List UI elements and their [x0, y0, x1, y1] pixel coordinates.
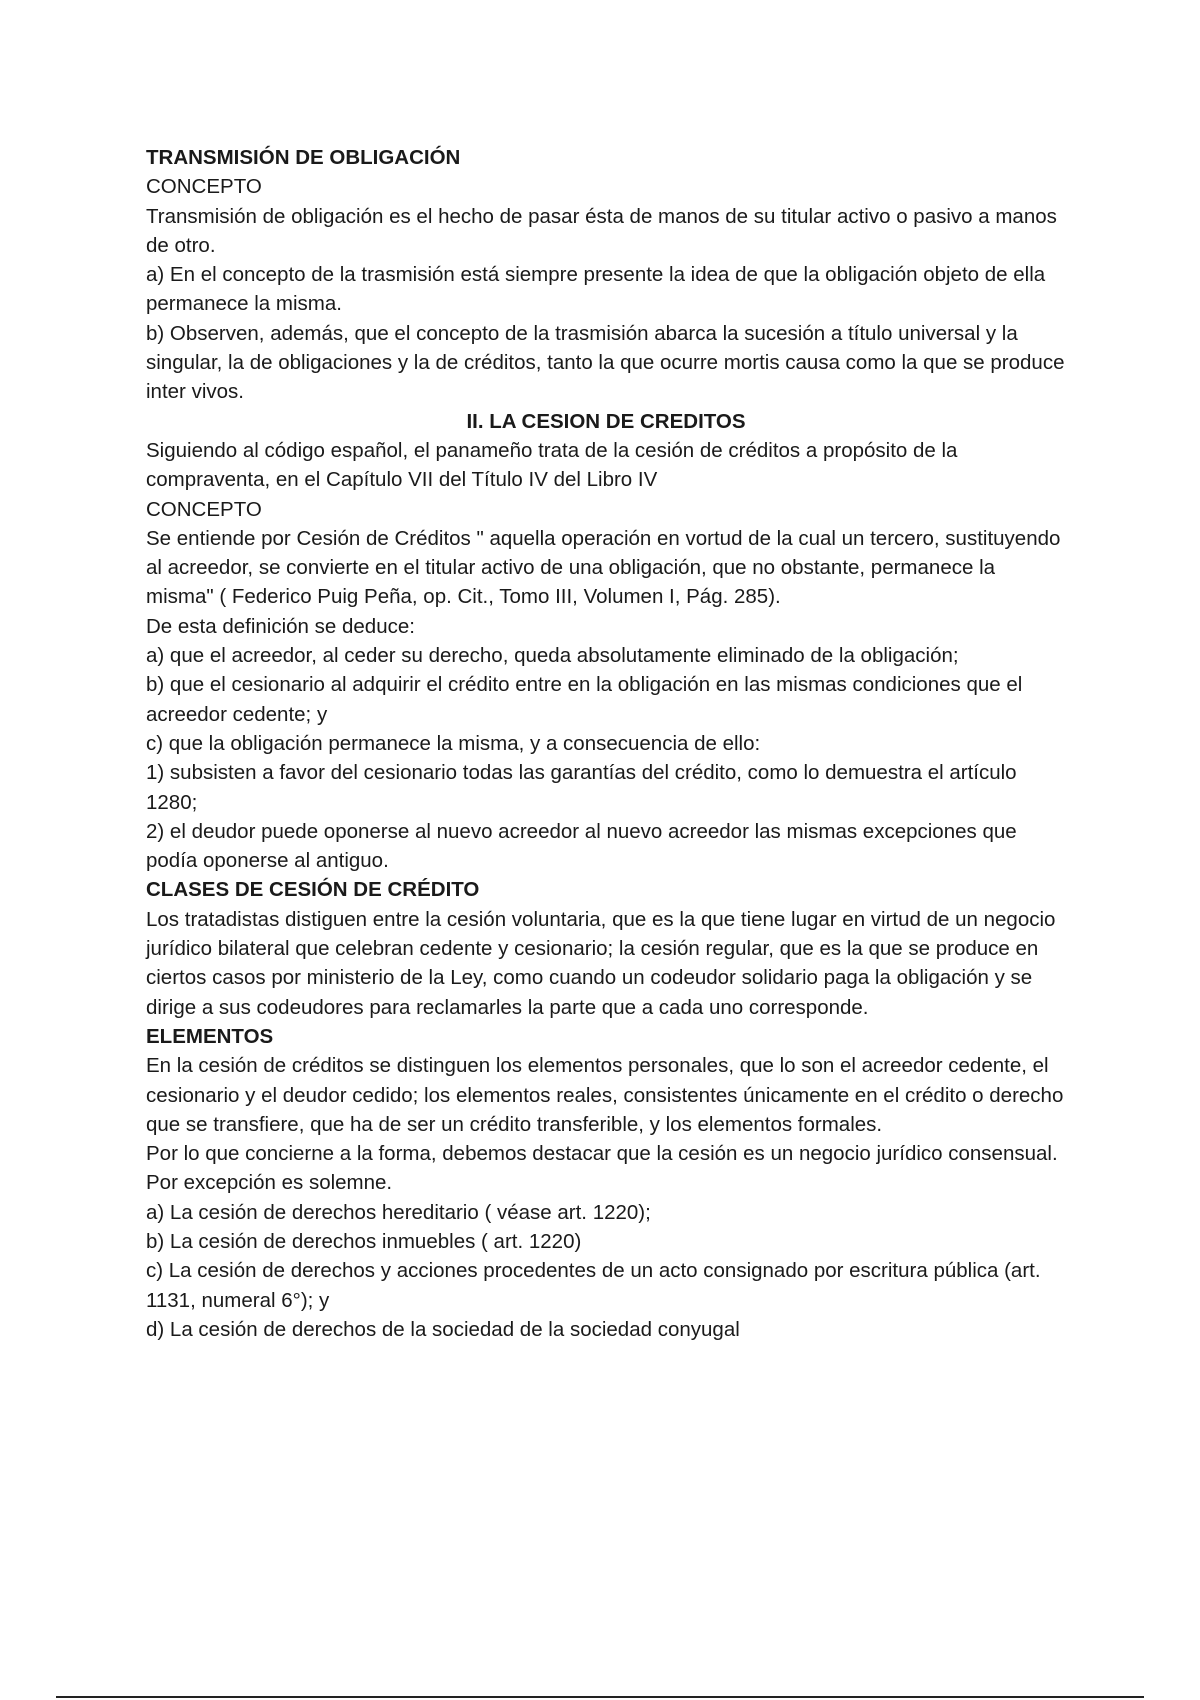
paragraph-clases: Los tratadistas distiguen entre la cesión voluntaria, que es la que tiene lugar en virtud de un negocio jurídico bilateral que celebran cedente y cesionario; la cesión regular, que es la que se produce en ciertos casos por ministerio de la Ley, como cuando un codeudor solidario paga la obligación y se dirige a sus codeudores para reclamarles la parte que a cada uno corresponde.: [146, 907, 1056, 1019]
paragraph-definicion-transmision: Transmisión de obligación es el hecho de pasar ésta de manos de su titular activo o pasivo a manos de otro.: [146, 204, 1057, 257]
paragraph-deduccion-b: b) que el cesionario al adquirir el crédito entre en la obligación en las mismas condiciones que el acreedor cedente; y: [146, 673, 1023, 726]
paragraph-excepcion-a: a) La cesión de derechos hereditario ( véase art. 1220);: [146, 1200, 651, 1224]
document-body: [146, 143, 1066, 1344]
label-concepto-2: CONCEPTO: [146, 497, 262, 521]
paragraph-excepcion-c: c) La cesión de derechos y acciones procedentes de un acto consignado por escritura pública (art. 1131, numeral 6°); y: [146, 1259, 1041, 1312]
footer-divider: [56, 1696, 1144, 1698]
paragraph-codigo-espanol: Siguiendo al código español, el panameño trata de la cesión de créditos a propósito de la compraventa, en el Capítulo VII del Título IV del Libro IV: [146, 438, 958, 492]
paragraph-excepcion-b: b) La cesión de derechos inmuebles ( art. 1220): [146, 1229, 582, 1253]
label-concepto-1: CONCEPTO: [146, 175, 262, 199]
heading-cesion-creditos: II. LA CESION DE CREDITOS: [466, 409, 746, 433]
heading-elementos: ELEMENTOS: [146, 1024, 274, 1048]
paragraph-definicion-cesion: Se entiende por Cesión de Créditos " aquella operación en vortud de la cual un tercero, sustituyendo al acreedor, se convierte en el titular activo de una obligación, que no obstante, permanece la misma" ( Federico Puig Peña, op. Cit., Tomo III, Volumen I, Pág. 285).: [146, 526, 1061, 609]
paragraph-se-deduce: De esta definición se deduce:: [146, 614, 415, 638]
paragraph-item-b-transmision: b) Observen, además, que el concepto de la trasmisión abarca la sucesión a título universal y la singular, la de obligaciones y la de créditos, tanto la que ocurre mortis causa como la que se produce inter vivos.: [146, 321, 1065, 404]
paragraph-elementos: En la cesión de créditos se distinguen los elementos personales, que lo son el acreedor cedente, el cesionario y el deudor cedido; los elementos reales, consistentes únicamente en el crédito o derecho que se transfiere, que ha de ser un crédito transferible, y los elementos formales.: [146, 1054, 1064, 1136]
paragraph-deduccion-c: c) que la obligación permanece la misma, y a consecuencia de ello:: [146, 731, 761, 755]
paragraph-excepcion-d: d) La cesión de derechos de la sociedad de la sociedad conyugal: [146, 1317, 740, 1341]
heading-transmision: TRANSMISIÓN DE OBLIGACIÓN: [146, 146, 461, 169]
paragraph-item-a-transmision: a) En el concepto de la trasmisión está siempre presente la idea de que la obligación objeto de ella permanece la misma.: [146, 263, 1046, 316]
heading-clases-cesion: CLASES DE CESIÓN DE CRÉDITO: [146, 878, 480, 902]
paragraph-consecuencia-2: 2) el deudor puede oponerse al nuevo acreedor al nuevo acreedor las mismas excepciones que podía oponerse al antiguo.: [146, 819, 1017, 873]
paragraph-forma: Por lo que concierne a la forma, debemos destacar que la cesión es un negocio jurídico consensual. Por excepción es solemne.: [146, 1142, 1058, 1195]
paragraph-deduccion-a: a) que el acreedor, al ceder su derecho, queda absolutamente eliminado de la obligación;: [146, 644, 959, 668]
paragraph-consecuencia-1: 1) subsisten a favor del cesionario todas las garantías del crédito, como lo demuestra el artículo 1280;: [146, 761, 1017, 814]
